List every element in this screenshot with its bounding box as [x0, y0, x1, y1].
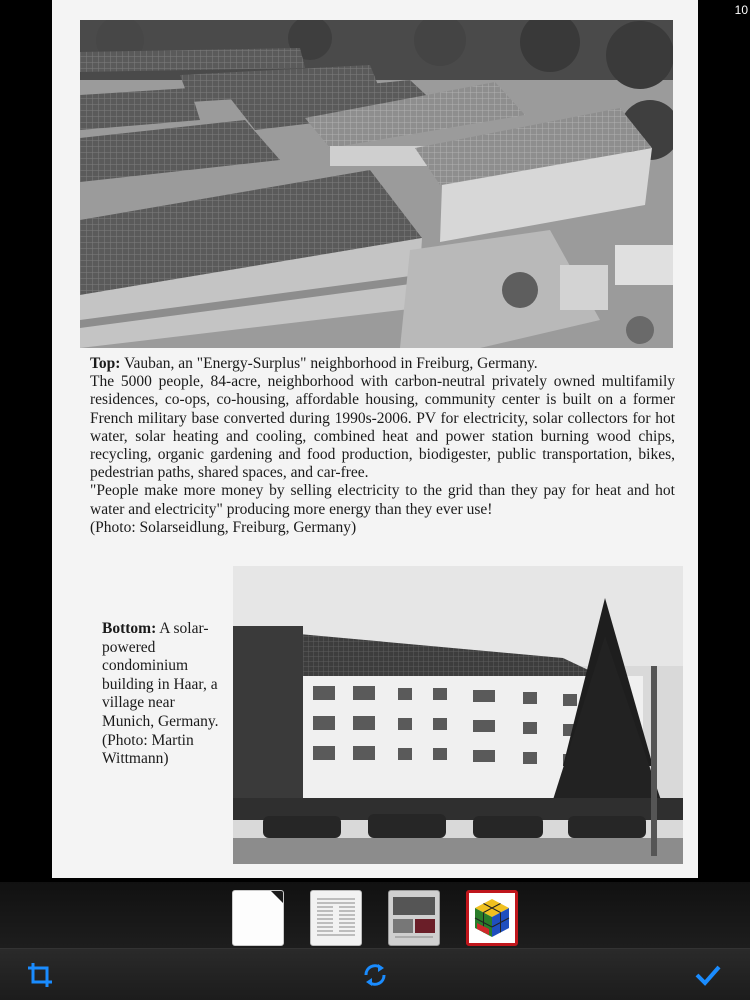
document-page: [52, 0, 698, 878]
top-caption-lead: Vauban, an "Energy-Surplus" neighborhood in Freiburg, Germany.: [124, 355, 538, 372]
checkmark-icon[interactable]: [694, 961, 722, 989]
top-caption-quote: "People make more money by selling electricity to the grid than they pay for heat and hot water and electricity" producing more energy than they ever use!: [90, 482, 675, 518]
top-caption: [90, 355, 675, 537]
top-caption-label: Top:: [90, 355, 121, 372]
thumbnail-cube-page[interactable]: [466, 890, 518, 946]
rotate-icon[interactable]: [361, 961, 389, 989]
text-page-icon: [311, 891, 361, 945]
top-photo: [80, 20, 673, 348]
thumbnail-photo-page[interactable]: [388, 890, 440, 946]
bottom-toolbar: [0, 948, 750, 1000]
rubiks-cube-icon: [469, 893, 515, 943]
status-right-text: 10: [734, 3, 748, 17]
page-fold-icon: [271, 891, 283, 903]
crop-icon[interactable]: [26, 961, 54, 989]
top-caption-body: The 5000 people, 84-acre, neighborhood with carbon-neutral privately owned multifamily residences, co-ops, co-housing, affordable housing, community center is built on a former French military base converted during 1990s-2006. PV for electricity, solar collectors for hot water, solar heating and cooling, combined heat and power station burning wood chips, recycling, organic gardening and food production, biodigester, public transportation, bikes, pedestrian paths, shared spaces, and car-free.: [90, 373, 675, 482]
photo-page-icon: [389, 891, 439, 945]
thumbnail-blank-page[interactable]: [232, 890, 284, 946]
thumbnail-text-page[interactable]: [310, 890, 362, 946]
top-caption-credit: (Photo: Solarseidlung, Freiburg, Germany): [90, 518, 357, 536]
bottom-caption-label: Bottom:: [102, 620, 157, 637]
bottom-caption-body: A solar-powered condominium building in Haar, a village near Munich, Germany. (Photo: Martin Wittmann): [102, 620, 219, 768]
thumbnail-strip: [0, 882, 750, 952]
bottom-photo: [233, 566, 683, 864]
bottom-caption: [102, 620, 222, 769]
